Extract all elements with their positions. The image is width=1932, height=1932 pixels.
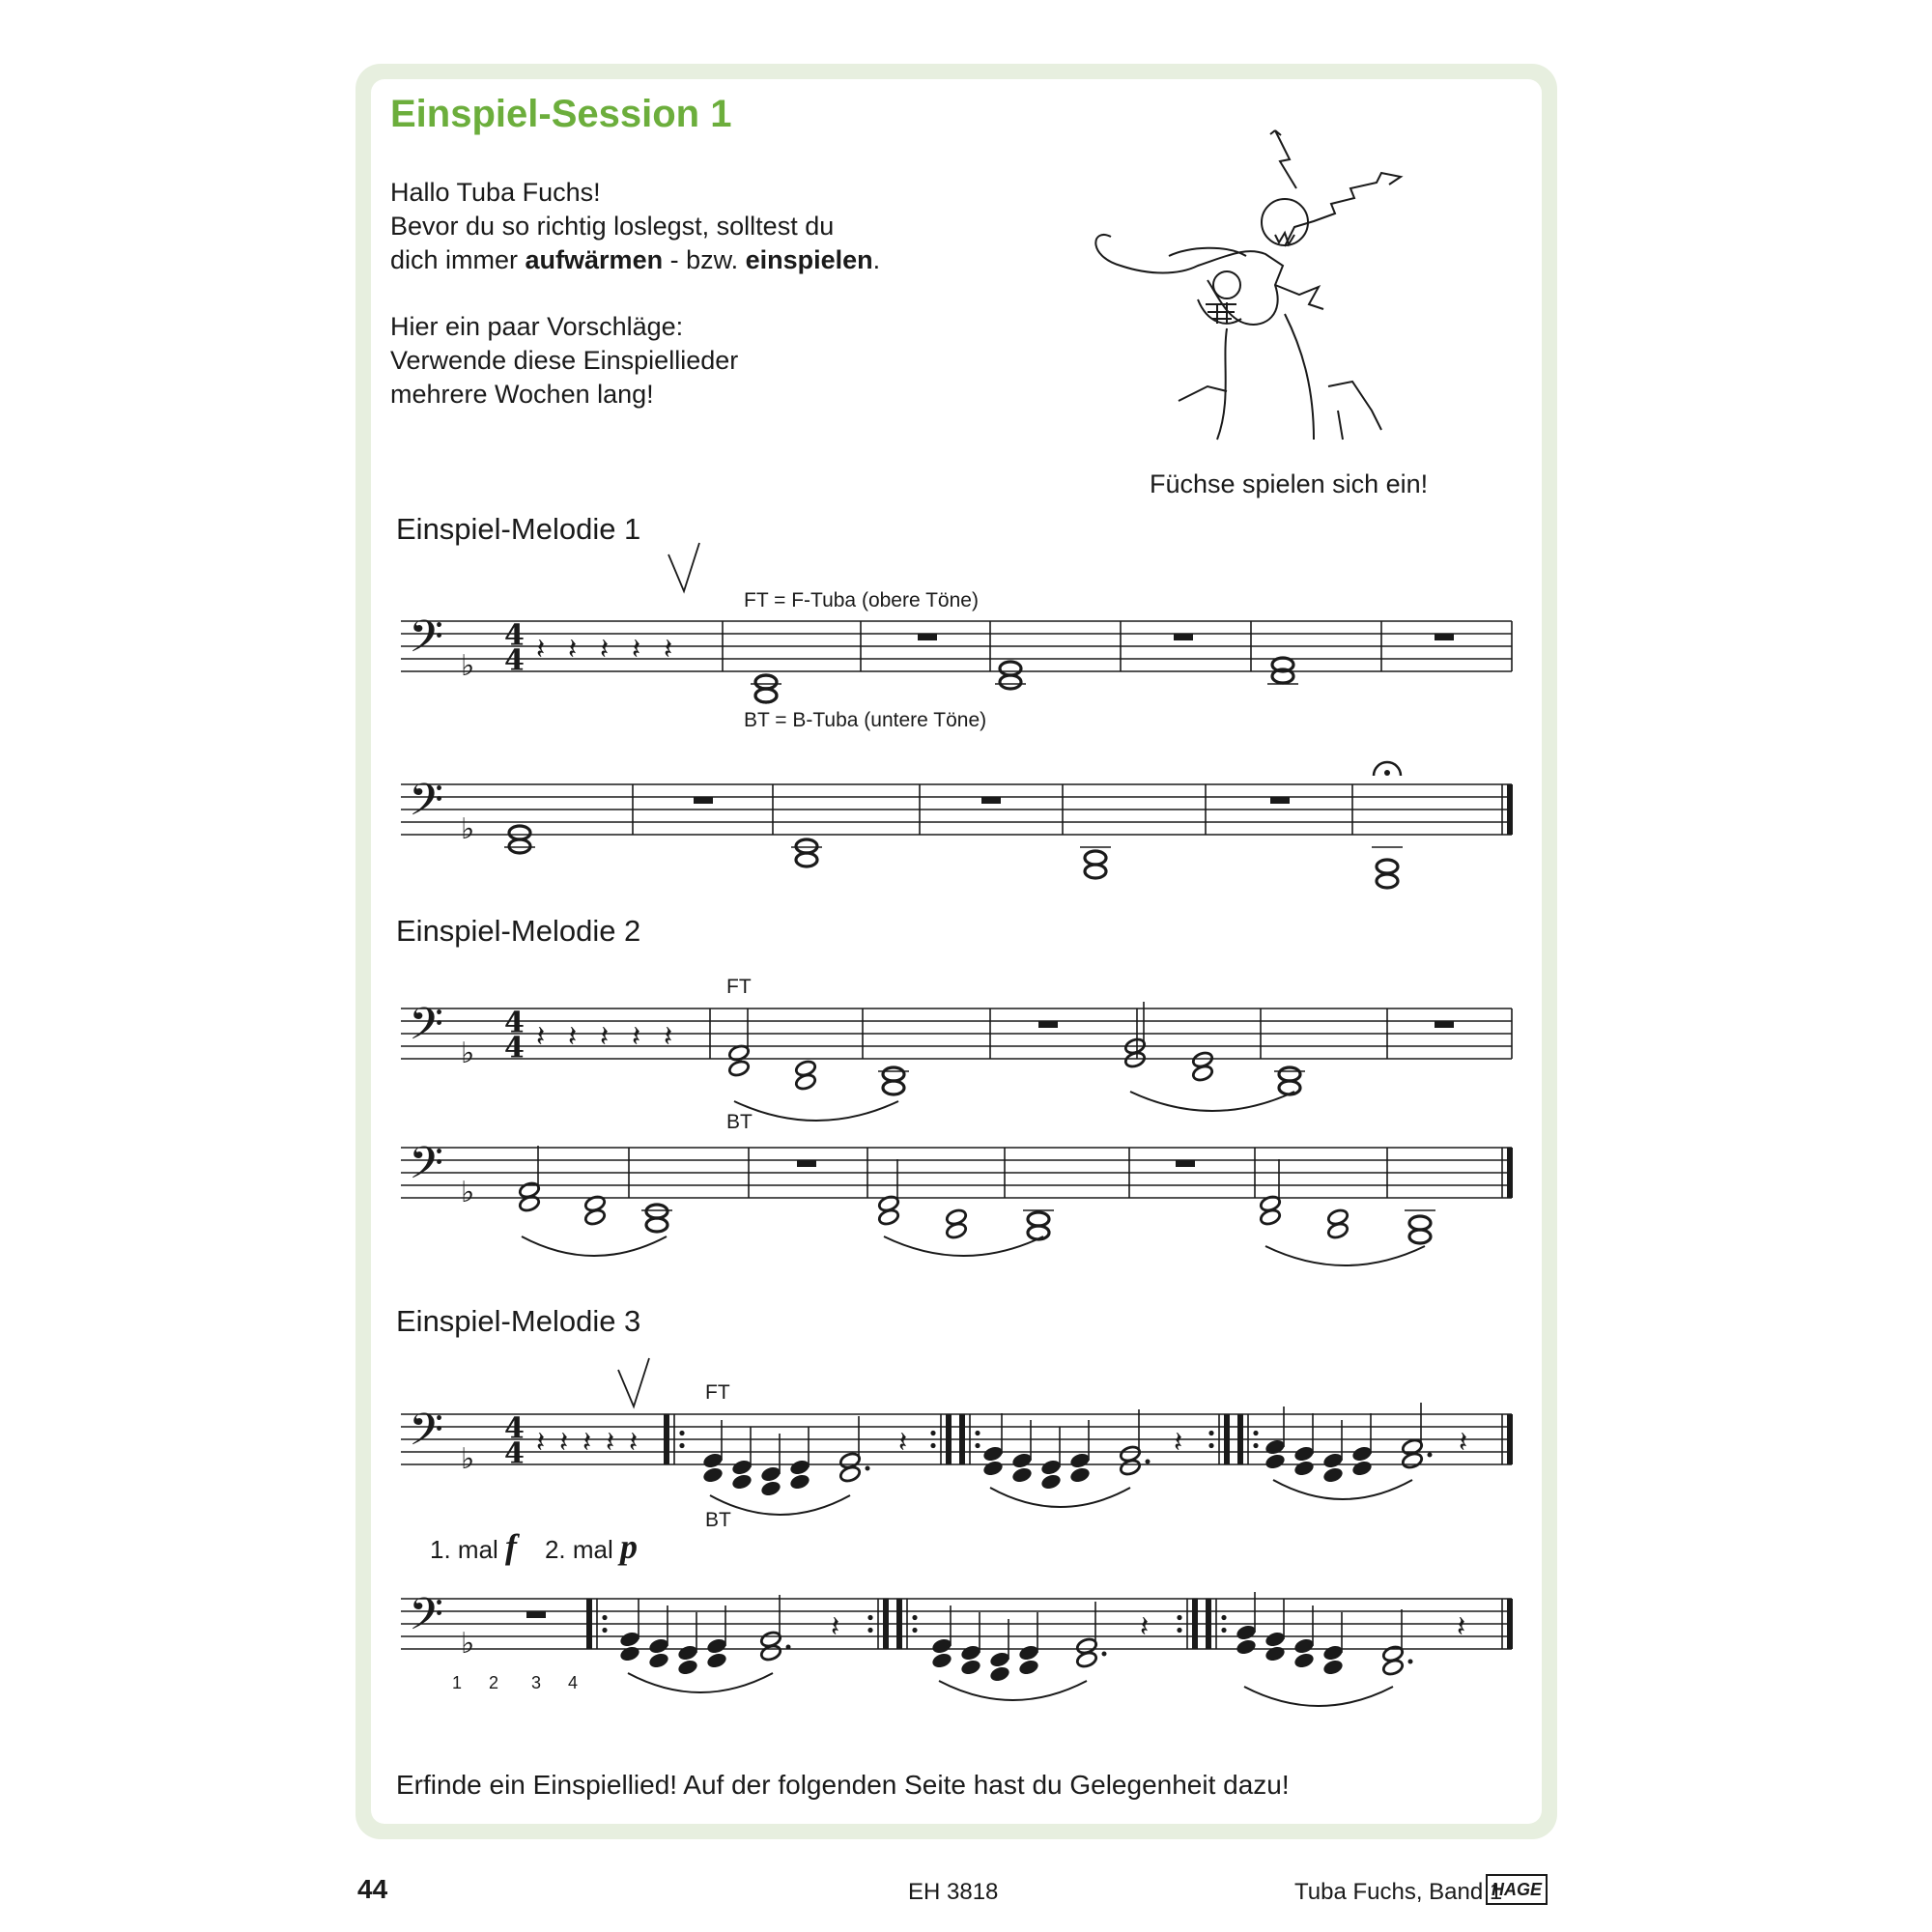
slur bbox=[1273, 1480, 1412, 1499]
whole-rest bbox=[1270, 797, 1290, 804]
quarter-rest: 𝄽 bbox=[536, 1426, 546, 1460]
whole-note bbox=[509, 826, 530, 839]
whole-rest bbox=[1038, 1021, 1058, 1028]
quarter-note bbox=[788, 1472, 810, 1491]
bass-clef: 𝄢 bbox=[409, 1404, 444, 1467]
quarter-note bbox=[1010, 1451, 1033, 1469]
quarter-note bbox=[1068, 1465, 1091, 1484]
flat-key-signature: ♭ bbox=[461, 1626, 475, 1661]
half-note bbox=[727, 1059, 750, 1077]
repeat-dot bbox=[1208, 1443, 1213, 1448]
whole-note bbox=[1377, 860, 1398, 873]
melody-2-bt-label: BT bbox=[726, 1111, 753, 1133]
whole-note bbox=[1085, 865, 1106, 878]
flat-key-signature: ♭ bbox=[461, 1036, 475, 1070]
quarter-rest: 𝄽 bbox=[536, 633, 546, 667]
whole-rest bbox=[1176, 1160, 1195, 1167]
final-barline-thick bbox=[1507, 784, 1513, 835]
quarter-note bbox=[676, 1658, 698, 1676]
intro-line-4: Hier ein paar Vorschläge: bbox=[390, 312, 684, 341]
whole-rest bbox=[1435, 634, 1454, 640]
quarter-note bbox=[1321, 1465, 1344, 1484]
quarter-note bbox=[988, 1664, 1010, 1683]
quarter-note bbox=[1017, 1643, 1039, 1662]
closing-text: Erfinde ein Einspiellied! Auf der folgenden Seite hast du Gelegenheit dazu! bbox=[396, 1770, 1290, 1800]
quarter-rest: 𝄽 bbox=[1140, 1610, 1150, 1644]
quarter-note bbox=[1321, 1451, 1344, 1469]
slur bbox=[990, 1488, 1130, 1507]
quarter-rest: 𝄽 bbox=[629, 1426, 639, 1460]
quarter-note bbox=[1293, 1636, 1315, 1655]
quarter-rest: 𝄽 bbox=[664, 1020, 673, 1054]
slur bbox=[939, 1681, 1087, 1700]
quarter-note bbox=[981, 1459, 1004, 1477]
repeat-dot bbox=[679, 1443, 684, 1448]
quarter-rest: 𝄽 bbox=[600, 1020, 610, 1054]
quarter-note bbox=[705, 1651, 727, 1669]
publisher-logo: HAGE bbox=[1486, 1874, 1548, 1905]
quarter-note bbox=[1017, 1658, 1039, 1676]
time-signature-top: 4 bbox=[504, 618, 525, 653]
quarter-note bbox=[1264, 1452, 1286, 1470]
whole-note bbox=[796, 853, 817, 867]
quarter-note bbox=[788, 1458, 810, 1476]
quarter-rest: 𝄽 bbox=[536, 1020, 546, 1054]
quarter-rest: 𝄽 bbox=[898, 1426, 908, 1460]
flat-key-signature: ♭ bbox=[461, 811, 475, 846]
dynamics-piano: p bbox=[620, 1527, 638, 1566]
final-barline-thick bbox=[1507, 1414, 1513, 1464]
whole-note bbox=[1000, 662, 1021, 675]
half-note bbox=[794, 1072, 816, 1091]
flat-key-signature: ♭ bbox=[461, 1175, 475, 1209]
intro-line-3-pre: dich immer bbox=[390, 245, 526, 274]
dot bbox=[1102, 1652, 1107, 1657]
repeat-dot bbox=[912, 1628, 917, 1633]
half-note bbox=[1259, 1208, 1281, 1226]
half-note bbox=[1075, 1650, 1097, 1668]
quarter-note bbox=[959, 1643, 981, 1662]
time-signature-top: 4 bbox=[504, 1006, 525, 1040]
book-title: Tuba Fuchs, Band 1 bbox=[1294, 1879, 1503, 1905]
quarter-note bbox=[981, 1444, 1004, 1463]
quarter-note bbox=[1235, 1637, 1257, 1656]
repeat-dot bbox=[1177, 1628, 1181, 1633]
whole-note bbox=[1409, 1216, 1431, 1230]
dot bbox=[1408, 1660, 1413, 1664]
repeat-thick bbox=[1192, 1599, 1198, 1649]
bass-clef: 𝄢 bbox=[409, 998, 444, 1062]
quarter-note bbox=[1293, 1444, 1315, 1463]
quarter-note bbox=[930, 1651, 952, 1669]
half-note bbox=[1326, 1221, 1349, 1239]
count-4: 4 bbox=[568, 1673, 579, 1692]
fermata-dot bbox=[1384, 770, 1390, 776]
repeat-thick bbox=[959, 1414, 965, 1464]
whole-rest bbox=[526, 1611, 546, 1618]
intro-bold-playin: einspielen bbox=[745, 245, 873, 274]
quarter-note bbox=[1293, 1651, 1315, 1669]
intro-line-1: Hallo Tuba Fuchs! bbox=[390, 178, 601, 207]
quarter-note bbox=[730, 1472, 753, 1491]
whole-note bbox=[1409, 1230, 1431, 1243]
quarter-rest: 𝄽 bbox=[600, 633, 610, 667]
repeat-dot bbox=[1253, 1443, 1258, 1448]
whole-note bbox=[883, 1081, 904, 1094]
bass-clef: 𝄢 bbox=[409, 774, 444, 838]
whole-note bbox=[1028, 1212, 1049, 1226]
half-note bbox=[583, 1208, 606, 1226]
quarter-note bbox=[1321, 1643, 1344, 1662]
repeat-dot bbox=[602, 1628, 607, 1633]
quarter-rest: 𝄽 bbox=[559, 1426, 569, 1460]
final-barline-thick bbox=[1507, 1599, 1513, 1649]
quarter-note bbox=[701, 1465, 724, 1484]
slur bbox=[522, 1236, 667, 1256]
quarter-note bbox=[676, 1643, 698, 1662]
whole-note bbox=[755, 689, 777, 702]
repeat-dot bbox=[679, 1431, 684, 1435]
repeat-dot bbox=[602, 1615, 607, 1620]
melody-3-bt-label: BT bbox=[705, 1509, 731, 1531]
bass-clef: 𝄢 bbox=[409, 1588, 444, 1652]
repeat-dot bbox=[930, 1443, 935, 1448]
half-note bbox=[1191, 1064, 1213, 1082]
whole-note bbox=[646, 1218, 668, 1232]
slur bbox=[884, 1236, 1043, 1256]
melody-3-ft-label: FT bbox=[705, 1381, 730, 1404]
quarter-rest: 𝄽 bbox=[664, 633, 673, 667]
quarter-rest: 𝄽 bbox=[1457, 1610, 1466, 1644]
quarter-rest: 𝄽 bbox=[1174, 1426, 1183, 1460]
catalog-number: EH 3818 bbox=[908, 1879, 999, 1905]
flat-key-signature: ♭ bbox=[461, 1441, 475, 1476]
repeat-thick bbox=[664, 1414, 669, 1464]
whole-note bbox=[796, 839, 817, 853]
page-title: Einspiel-Session 1 bbox=[390, 93, 732, 135]
quarter-rest: 𝄽 bbox=[582, 1426, 592, 1460]
repeat-dot bbox=[1208, 1431, 1213, 1435]
melody-1-bt-note: BT = B-Tuba (untere Töne) bbox=[744, 709, 987, 731]
repeat-thick bbox=[946, 1414, 952, 1464]
repeat-thick bbox=[586, 1599, 592, 1649]
repeat-dot bbox=[867, 1628, 872, 1633]
breath-mark bbox=[668, 543, 699, 591]
quarter-note bbox=[618, 1630, 640, 1648]
quarter-note bbox=[1293, 1459, 1315, 1477]
dynamics-second-label: 2. mal bbox=[544, 1535, 613, 1564]
repeat-dot bbox=[1221, 1615, 1226, 1620]
quarter-rest: 𝄽 bbox=[831, 1610, 840, 1644]
whole-note bbox=[646, 1205, 668, 1218]
intro-line-6: mehrere Wochen lang! bbox=[390, 380, 654, 409]
whole-note bbox=[1279, 1081, 1300, 1094]
half-note bbox=[1381, 1658, 1404, 1676]
melody-1-ft-note: FT = F-Tuba (obere Töne) bbox=[744, 589, 979, 611]
repeat-dot bbox=[1221, 1628, 1226, 1633]
time-signature-bottom: 4 bbox=[504, 1436, 525, 1471]
whole-note bbox=[1377, 874, 1398, 888]
intro-line-5: Verwende diese Einspiellieder bbox=[390, 346, 739, 375]
repeat-thick bbox=[1237, 1414, 1243, 1464]
repeat-dot bbox=[975, 1431, 980, 1435]
dynamics-forte: f bbox=[505, 1527, 518, 1566]
whole-rest bbox=[694, 797, 713, 804]
flat-key-signature: ♭ bbox=[461, 648, 475, 683]
quarter-note bbox=[1264, 1437, 1286, 1456]
whole-rest bbox=[1174, 634, 1193, 640]
whole-note bbox=[1000, 675, 1021, 689]
whole-note bbox=[1028, 1226, 1049, 1239]
quarter-note bbox=[618, 1644, 640, 1662]
quarter-rest: 𝄽 bbox=[632, 633, 641, 667]
quarter-note bbox=[759, 1464, 781, 1483]
time-signature-bottom: 4 bbox=[504, 1031, 525, 1065]
whole-note bbox=[883, 1067, 904, 1081]
quarter-note bbox=[1010, 1465, 1033, 1484]
quarter-rest: 𝄽 bbox=[568, 633, 578, 667]
bass-clef: 𝄢 bbox=[409, 611, 444, 674]
slur bbox=[1244, 1687, 1393, 1706]
quarter-note bbox=[1235, 1623, 1257, 1641]
time-signature-bottom: 4 bbox=[504, 643, 525, 678]
quarter-rest: 𝄽 bbox=[632, 1020, 641, 1054]
repeat-thick bbox=[1206, 1599, 1211, 1649]
quarter-note bbox=[647, 1636, 669, 1655]
quarter-rest: 𝄽 bbox=[568, 1020, 578, 1054]
melody-1-title: Einspiel-Melodie 1 bbox=[396, 512, 641, 546]
quarter-note bbox=[1350, 1459, 1373, 1477]
repeat-dot bbox=[1253, 1431, 1258, 1435]
slur bbox=[1265, 1246, 1425, 1265]
whole-note bbox=[1085, 851, 1106, 865]
quarter-note bbox=[701, 1451, 724, 1469]
repeat-dot bbox=[975, 1443, 980, 1448]
half-note bbox=[1401, 1451, 1423, 1469]
quarter-note bbox=[705, 1636, 727, 1655]
dot bbox=[1428, 1453, 1433, 1458]
quarter-rest: 𝄽 bbox=[606, 1426, 615, 1460]
dot bbox=[1146, 1460, 1151, 1464]
quarter-rest: 𝄽 bbox=[1459, 1426, 1468, 1460]
slur bbox=[1130, 1092, 1294, 1111]
half-note bbox=[945, 1221, 967, 1239]
whole-rest bbox=[918, 634, 937, 640]
half-note bbox=[1119, 1458, 1141, 1476]
final-barline-thick bbox=[1507, 1148, 1513, 1198]
dot bbox=[866, 1466, 870, 1471]
whole-note bbox=[1279, 1067, 1300, 1081]
whole-rest bbox=[797, 1160, 816, 1167]
dynamics-first-label: 1. mal bbox=[430, 1535, 498, 1564]
repeat-dot bbox=[867, 1615, 872, 1620]
illustration-caption: Füchse spielen sich ein! bbox=[1150, 469, 1429, 498]
quarter-note bbox=[1039, 1472, 1062, 1491]
quarter-note bbox=[930, 1636, 952, 1655]
repeat-thick bbox=[896, 1599, 902, 1649]
slur bbox=[734, 1101, 898, 1121]
whole-note bbox=[509, 839, 530, 853]
whole-rest bbox=[981, 797, 1001, 804]
intro-line-3-post: . bbox=[872, 245, 881, 274]
quarter-note bbox=[1321, 1658, 1344, 1676]
quarter-note bbox=[759, 1479, 781, 1497]
half-note bbox=[838, 1464, 861, 1483]
page-number: 44 bbox=[357, 1874, 388, 1904]
melody-3-title: Einspiel-Melodie 3 bbox=[396, 1304, 641, 1338]
dot bbox=[786, 1645, 791, 1650]
intro-line-3-mid: - bzw. bbox=[663, 245, 746, 274]
slur bbox=[710, 1495, 850, 1515]
half-note bbox=[759, 1643, 781, 1662]
time-signature-top: 4 bbox=[504, 1411, 525, 1446]
intro-bold-warmup: aufwärmen bbox=[525, 245, 664, 274]
repeat-thick bbox=[1224, 1414, 1230, 1464]
quarter-note bbox=[959, 1658, 981, 1676]
repeat-thick bbox=[883, 1599, 889, 1649]
quarter-note bbox=[988, 1650, 1010, 1668]
quarter-note bbox=[1264, 1630, 1286, 1648]
half-note bbox=[1123, 1050, 1146, 1068]
quarter-note bbox=[1068, 1451, 1091, 1469]
whole-note bbox=[755, 675, 777, 689]
slur bbox=[628, 1673, 773, 1692]
quarter-note bbox=[647, 1651, 669, 1669]
quarter-note bbox=[1264, 1644, 1286, 1662]
quarter-note bbox=[1350, 1444, 1373, 1463]
count-3: 3 bbox=[531, 1673, 542, 1692]
count-1: 1 bbox=[452, 1673, 463, 1692]
half-note bbox=[877, 1208, 899, 1226]
melody-2-title: Einspiel-Melodie 2 bbox=[396, 914, 641, 948]
intro-line-2: Bevor du so richtig loslegst, solltest du bbox=[390, 212, 835, 241]
bass-clef: 𝄢 bbox=[409, 1137, 444, 1201]
repeat-dot bbox=[912, 1615, 917, 1620]
whole-rest bbox=[1435, 1021, 1454, 1028]
repeat-dot bbox=[930, 1431, 935, 1435]
quarter-note bbox=[730, 1458, 753, 1476]
quarter-note bbox=[1039, 1458, 1062, 1476]
repeat-dot bbox=[1177, 1615, 1181, 1620]
melody-2-ft-label: FT bbox=[726, 976, 752, 998]
count-2: 2 bbox=[489, 1673, 499, 1692]
breath-mark bbox=[618, 1358, 649, 1406]
